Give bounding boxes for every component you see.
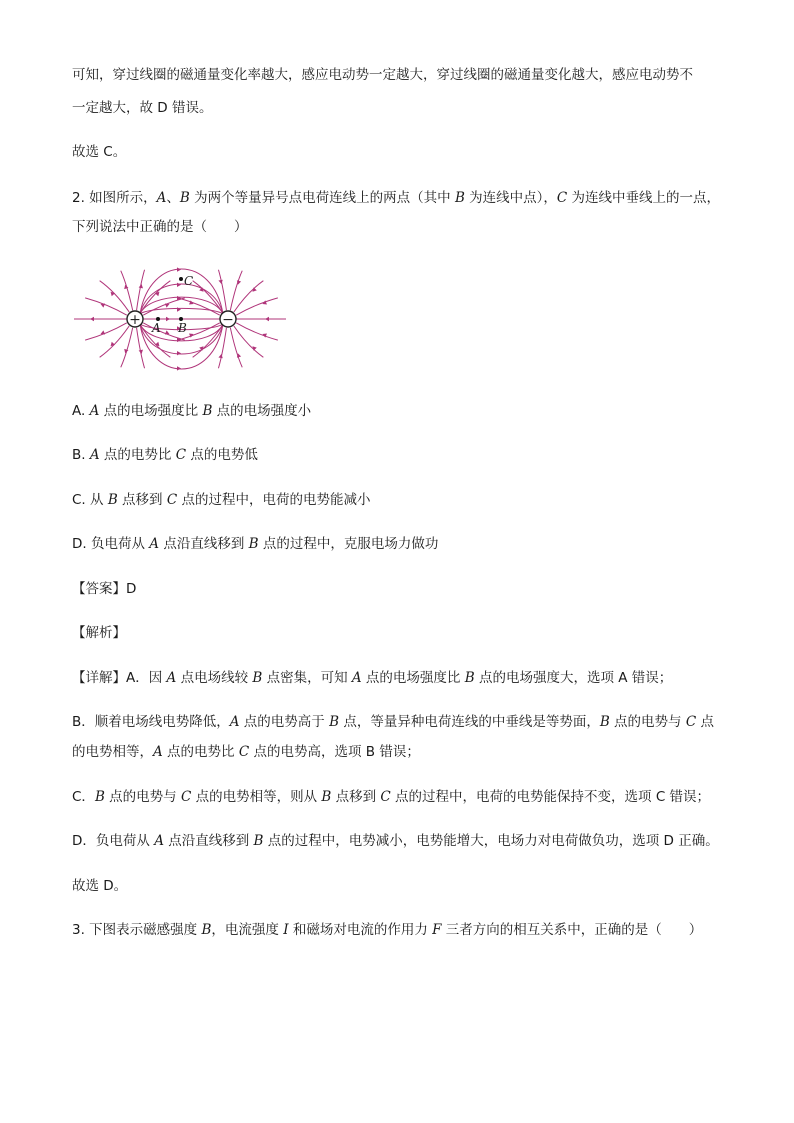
text-run: 【解析】 [72,625,126,641]
text-run: A. [72,403,90,419]
math-variable: A [156,190,167,206]
math-variable: A [166,670,177,686]
text-line-l4 [72,189,720,207]
text-run: 一定越大，故 D 错误。 [72,100,213,116]
text-run: 为连线中垂线上的一点， [567,190,721,206]
text-run: 【答案】D [72,581,137,597]
field-arrow [177,283,181,287]
text-run: 点的电势与 [609,714,686,730]
text-run: D. 负电荷从 [72,536,150,552]
field-line-connect [140,297,223,314]
text-run: 点的电势相等，则从 [191,789,322,805]
field-arrow [218,354,223,359]
text-run: 故选 D。 [72,878,128,894]
math-variable: B [253,833,264,849]
text-line-l6 [72,402,311,420]
math-variable: C [556,190,568,206]
math-variable: A [149,536,160,552]
math-variable: B [107,492,118,508]
math-variable: A [351,670,362,686]
text-run: 下列说法中正确的是（ ） [72,219,248,235]
text-run: 点的电场强度比 [99,403,203,419]
math-variable: C [175,447,187,463]
math-variable: A [229,714,240,730]
text-run: 点沿直线移到 [159,536,249,552]
text-run: 点，等量异种电荷连线的中垂线是等势面， [339,714,600,730]
text-line-l18 [72,921,702,939]
point-a-label: A [152,321,161,335]
field-line-connect [140,308,223,314]
text-line-l15 [72,788,710,806]
text-run: 3. 下图表示磁感强度 [72,922,202,938]
text-line-l12 [72,669,672,687]
text-run: 点的电场强度小 [212,403,312,419]
math-variable: B [599,714,610,730]
text-run: B．顺着电场线电势降低， [72,714,230,730]
field-line-outer-negative [230,328,242,368]
text-run: 点的电势高，选项 B 错误； [249,744,420,760]
text-line-l9 [72,535,438,553]
math-variable: B [94,789,105,805]
point-c-label: C [184,274,194,288]
text-run: 点的过程中，电荷的电势能保持不变，选项 C 错误； [390,789,711,805]
math-variable: B [179,190,190,206]
math-variable: B [252,670,263,686]
text-run: 点的电势比 [162,744,239,760]
math-variable: B [321,789,332,805]
text-line-l13 [72,713,714,731]
math-variable: B [202,403,213,419]
point-c-dot [179,277,183,281]
text-run: 点电场线较 [176,670,253,686]
text-run: 点的过程中，克服电场力做功 [258,536,439,552]
field-arrow [90,317,94,321]
math-variable: A [89,403,100,419]
text-line-l2 [72,99,212,117]
text-run: 点沿直线移到 [163,833,254,849]
text-run: 【详解】A．因 [72,670,167,686]
text-run: D．负电荷从 [72,833,155,849]
text-run: 故选 C。 [72,144,127,160]
text-run: 点的电场强度大，选项 A 错误； [474,670,673,686]
text-run: C． [72,789,95,805]
field-line-outer-negative [230,271,242,311]
field-line-connect [140,269,223,314]
math-variable: B [464,670,475,686]
field-line-outer-positive [100,326,130,357]
math-variable: A [89,447,100,463]
text-line-l1 [72,66,693,84]
text-run: C. 从 [72,492,108,508]
electric-field-figure [70,258,290,380]
text-run: B. [72,447,90,463]
math-variable: A [154,833,164,849]
field-arrow [177,351,181,355]
text-run: 为两个等量异号点电荷连线上的两点（其中 [189,190,455,206]
math-variable: C [238,744,250,760]
math-variable: A [153,744,163,760]
text-run: 点 [696,714,714,730]
field-arrow [218,280,223,285]
negative-sign: − [222,312,234,328]
text-run: 点的过程中，电势减小，电势能增大，电场力对电荷做负功，选项 D 正确。 [263,833,719,849]
text-run: 点密集，可知 [262,670,352,686]
text-run: 可知，穿过线圈的磁通量变化率越大，感应电动势一定越大，穿过线圈的磁通量变化越大，感应电动势不 [72,67,693,83]
text-run: 和磁场对电流的作用力 [288,922,433,938]
math-variable: B [454,190,465,206]
text-line-l3 [72,143,126,161]
math-variable: F [432,922,442,938]
math-variable: I [283,922,289,938]
text-run: 为连线中点）， [464,190,557,206]
math-variable: C [166,492,178,508]
math-variable: B [329,714,340,730]
math-variable: C [685,714,697,730]
text-line-l8 [72,491,370,509]
text-line-l16 [72,832,719,850]
text-run: 点移到 [331,789,381,805]
text-line-l7 [72,446,258,464]
text-run: 三者方向的相互关系中，正确的是（ ） [441,922,703,938]
field-line-outer-positive [121,328,133,368]
text-line-l10 [72,580,136,598]
text-run: 、 [166,190,180,206]
text-run: 点的电势低 [186,447,258,463]
text-run: 点移到 [117,492,167,508]
math-variable: B [248,536,259,552]
field-arrow [166,317,170,321]
field-arrow [177,267,181,271]
text-run: 点的电势与 [104,789,181,805]
text-run: 点的过程中，电荷的电势能减小 [177,492,371,508]
field-line-outer-positive [121,271,133,311]
text-line-l14 [72,743,420,761]
math-variable: C [180,789,192,805]
field-arrow [177,366,181,370]
field-arrow [265,317,269,321]
text-run: ，电流强度 [211,922,284,938]
text-line-l11 [72,624,126,642]
text-run: 点的电势比 [99,447,176,463]
text-run: 2. 如图所示， [72,190,157,206]
field-line-outer-negative [234,281,264,312]
positive-sign: + [129,312,141,328]
point-b-label: B [178,321,187,335]
field-line-outer-positive [100,281,130,312]
text-line-l5 [72,218,248,236]
text-run: 点的电场强度比 [361,670,465,686]
text-run: 的电势相等， [72,744,153,760]
math-variable: B [201,922,212,938]
text-line-l17 [72,877,127,895]
text-run: 点的电势高于 [239,714,330,730]
field-line-outer-negative [234,326,264,357]
math-variable: C [380,789,391,805]
